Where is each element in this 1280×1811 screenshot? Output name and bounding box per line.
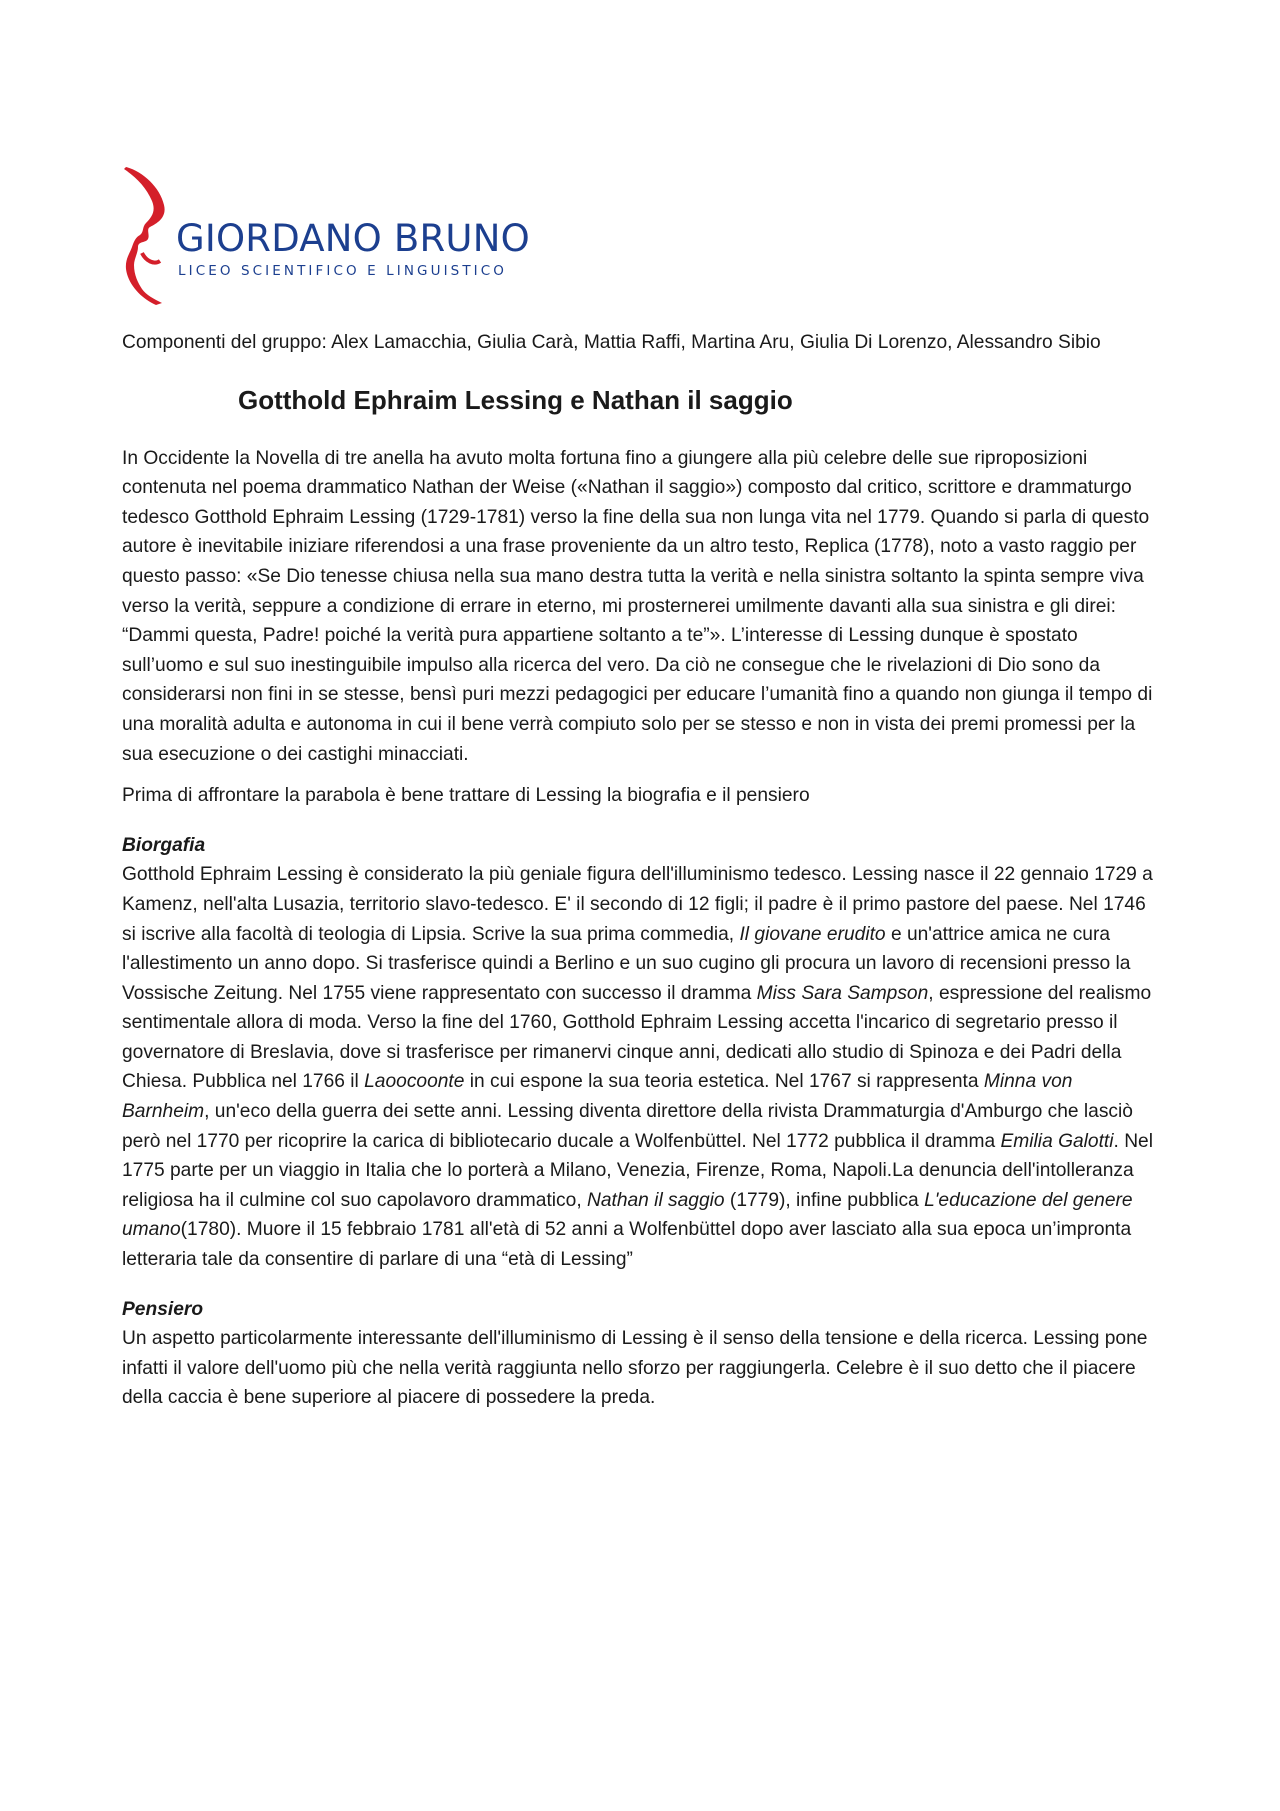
work-title: Il giovane erudito xyxy=(739,923,886,945)
red-profile-silhouette-icon xyxy=(120,165,180,305)
biography-text: in cui espone la sua teoria estetica. Nel 1767 si rappresenta xyxy=(464,1071,984,1093)
school-logo xyxy=(120,165,530,305)
thought-heading: Pensiero xyxy=(122,1298,204,1320)
biography-text: , espressione del realismo sentimentale allora di moda. Verso la fine del 1760, Gotthold Ephraim Lessing accetta l'incarico di segretario presso il governatore di Breslavia, dove si trasferisce per rimanervi cinque anni, dedicati allo studio di Spinoza e dei Padri della Chiesa. Pubblica nel 1766 il xyxy=(122,982,1152,1093)
document-body xyxy=(122,328,1162,1425)
work-title: L'educazione del genere umano xyxy=(122,1189,1133,1241)
intro-paragraph: In Occidente la Novella di tre anella ha avuto molta fortuna fino a giungere alla più celebre delle sue riproposizioni contenuta nel poema drammatico Nathan der Weise («Nathan il saggio») composto dal critico, scrittore e drammaturgo tedesco Gotthold Ephraim Lessing (1729-1781) verso la fine della sua non lunga vita nel 1779. Quando si parla di questo autore è inevitabile iniziare riferendosi a una frase proveniente da un altro testo, Replica (1778), noto a vasto raggio per questo passo: «Se Dio tenesse chiusa nella sua mano destra tutta la verità e nella sinistra soltanto la spinta sempre viva verso la verità, seppure a condizione di errare in eterno, mi prosternerei umilmente davanti alla sua sinistra e gli direi: “Dammi questa, Padre! poiché la verità pura appartiene soltanto a te”». L’interesse di Lessing dunque è spostato sull’uomo e sul suo inestinguibile impulso alla ricerca del vero. Da ciò ne consegue che le rivelazioni di Dio sono da considerarsi non fini in se stesse, bensì puri mezzi pedagogici per educare l’umanità fino a quando non giunga il tempo di una moralità adulta e autonoma in cui il bene verrà compiuto solo per se stesso e non in vista dei premi promessi per la sua esecuzione o dei castighi minacciati. xyxy=(122,447,1153,765)
transition-paragraph: Prima di affrontare la parabola è bene trattare di Lessing la biografia e il pensiero xyxy=(122,785,810,807)
biography-text: (1779), infine pubblica xyxy=(724,1189,925,1211)
biography-text: . Nel 1775 parte per un viaggio in Italia che lo porterà a Milano, Venezia, Firenze, Roma, Napoli.La denuncia dell'intolleranza religiosa ha il culmine col suo capolavoro drammatico, xyxy=(122,1130,1153,1211)
biography-paragraph xyxy=(122,860,1162,1274)
biography-text: , un'eco della guerra dei sette anni. Lessing diventa direttore della rivista Drammaturgia d'Amburgo che lasciò però nel 1770 per ricoprire la carica di bibliotecario ducale a Wolfenbüttel. Nel 1772 pubblica il dramma xyxy=(122,1101,1133,1152)
logo-subtitle: LICEO SCIENTIFICO E LINGUISTICO xyxy=(178,263,507,279)
logo-name: GIORDANO BRUNO xyxy=(176,217,530,260)
page-title: Gotthold Ephraim Lessing e Nathan il saggio xyxy=(238,384,793,415)
biography-text: e un'attrice amica ne cura l'allestimento un anno dopo. Si trasferisce quindi a Berlino e un suo cugino gli procura un lavoro di recensioni presso la Vossische Zeitung. Nel 1755 viene rappresentato con successo il dramma xyxy=(122,923,1131,1004)
work-title: Emilia Galotti xyxy=(1000,1130,1114,1152)
work-title: Laoocoonte xyxy=(364,1071,465,1093)
work-title: Nathan il saggio xyxy=(586,1189,725,1211)
work-title: Miss Sara Sampson xyxy=(756,982,929,1004)
work-title: Minna von Barnheim xyxy=(122,1071,1073,1123)
thought-paragraph: Un aspetto particolarmente interessante dell'illuminismo di Lessing è il senso della tensione e della ricerca. Lessing pone infatti il valore dell'uomo più che nella verità raggiunta nello sforzo per raggiungerla. Celebre è il suo detto che il piacere della caccia è bene superiore al piacere di possedere la preda. xyxy=(122,1328,1148,1409)
biography-text: Gotthold Ephraim Lessing è considerato la più geniale figura dell'illuminismo tedesco. Lessing nasce il 22 gennaio 1729 a Kamenz, nell'alta Lusazia, territorio slavo-tedesco. E' il secondo di 12 figli; il padre è il primo pastore del paese. Nel 1746 si iscrive alla facoltà di teologia di Lipsia. Scrive la sua prima commedia, xyxy=(122,864,1153,945)
biography-text: (1780). Muore il 15 febbraio 1781 all'età di 52 anni a Wolfenbüttel dopo aver lasciato alla sua epoca un’impronta letteraria tale da consentire di parlare di una “età di Lessing” xyxy=(122,1219,1132,1271)
biography-heading: Biorgafia xyxy=(122,834,206,856)
group-members: Componenti del gruppo: Alex Lamacchia, Giulia Carà, Mattia Raffi, Martina Aru, Giulia Di Lorenzo, Alessandro Sibio xyxy=(122,332,1101,353)
